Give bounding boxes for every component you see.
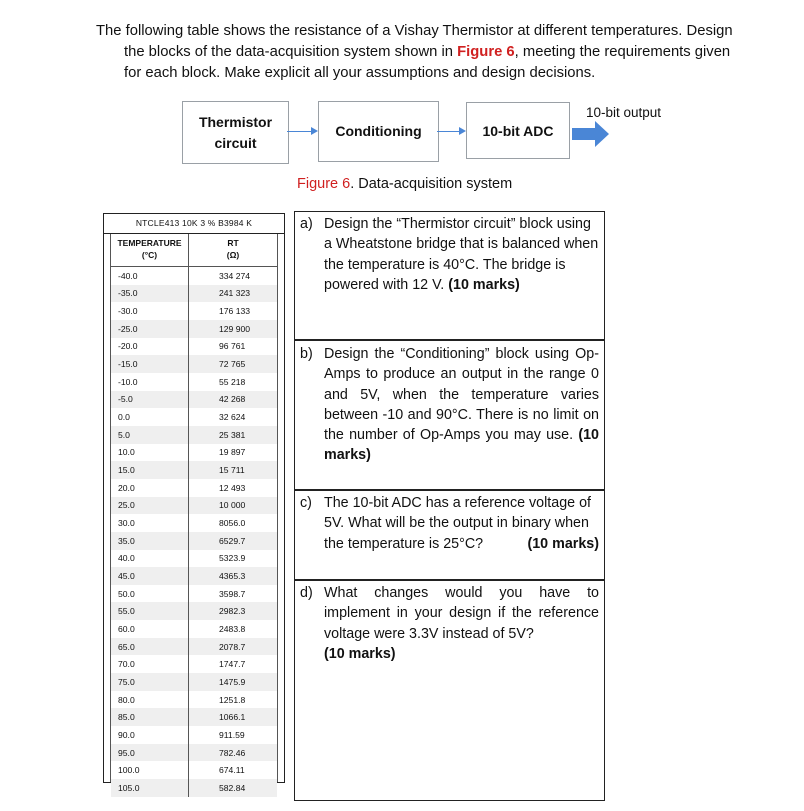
table-body	[110, 234, 278, 793]
question-c-marks: (10 marks)	[527, 535, 599, 552]
intro-text-start: The following table shows the resistance of a Vishay Thermistor at different temperatures. Design the blocks of the data-acquisition system shown in	[96, 23, 733, 60]
resistance-cell: 2078.7	[219, 641, 246, 652]
temperature-cell: -15.0	[111, 355, 189, 373]
resistance-cell: 3598.7	[219, 588, 246, 599]
resistance-cell: 1747.7	[219, 659, 246, 670]
table-row	[111, 744, 277, 762]
resistance-cell: 8056.0	[219, 518, 246, 529]
table-row	[111, 708, 277, 726]
arrow-2-head	[459, 127, 466, 135]
thermistor-circuit-block	[182, 101, 289, 164]
block3-label: 10-bit ADC	[482, 123, 554, 139]
resistance-cell: 782.46	[219, 747, 246, 758]
resistance-header-line1: RT	[227, 238, 239, 248]
resistance-cell: 334 274	[219, 270, 251, 281]
question-a-label: a)	[300, 216, 313, 232]
intro-text-end: , meeting the requirements given for each block. Make explicit all your assumptions and design decisions.	[124, 44, 731, 81]
temperature-cell: 75.0	[111, 673, 189, 691]
question-d	[294, 580, 605, 801]
table-row	[111, 532, 277, 550]
table-row	[111, 302, 277, 320]
resistance-cell: 32 624	[219, 412, 246, 423]
question-a-marks: (10 marks)	[448, 276, 520, 293]
temperature-cell: -40.0	[111, 267, 189, 285]
table-row	[111, 338, 277, 356]
temperature-cell: 30.0	[111, 514, 189, 532]
resistance-cell: 129 900	[219, 323, 251, 334]
question-b-marks: (10 marks)	[324, 427, 599, 464]
temperature-cell: -10.0	[111, 373, 189, 391]
question-c-text: The 10-bit ADC has a reference voltage of 5V. What will be the output in binary when the temperature is 25°C?	[324, 495, 592, 552]
resistance-cell: 4365.3	[219, 570, 246, 581]
resistance-cell: 42 268	[219, 394, 246, 405]
question-c-label: c)	[300, 495, 312, 511]
table-row	[111, 320, 277, 338]
temperature-cell: 10.0	[111, 444, 189, 462]
temperature-cell: 60.0	[111, 620, 189, 638]
intro-paragraph	[96, 21, 746, 84]
resistance-header-line2: (Ω)	[226, 250, 240, 260]
temperature-cell: 100.0	[111, 761, 189, 779]
resistance-cell: 2982.3	[219, 606, 246, 617]
temperature-cell: 70.0	[111, 655, 189, 673]
table-row	[111, 691, 277, 709]
block1-line1: Thermistor	[198, 113, 273, 130]
temperature-cell: -25.0	[111, 320, 189, 338]
resistance-cell: 55 218	[219, 376, 246, 387]
table-row	[111, 479, 277, 497]
question-d-text: What changes would you have to implement in your design if the reference voltage were 3.3V instead of 5V?	[324, 585, 599, 642]
table-row	[111, 638, 277, 656]
resistance-cell: 241 323	[219, 288, 251, 299]
intro-figure-ref: Figure 6	[457, 44, 515, 60]
question-d-marks: (10 marks)	[324, 645, 396, 662]
resistance-cell: 2483.8	[219, 623, 246, 634]
temperature-cell: 80.0	[111, 691, 189, 709]
temperature-cell: 95.0	[111, 744, 189, 762]
arrow-1-line	[287, 131, 311, 132]
resistance-header	[189, 234, 277, 266]
question-c	[294, 490, 605, 580]
resistance-cell: 25 381	[219, 429, 246, 440]
figure-caption	[297, 176, 512, 192]
temperature-cell: 55.0	[111, 602, 189, 620]
table-row	[111, 673, 277, 691]
table-row	[111, 567, 277, 585]
arrow-1-head	[311, 127, 318, 135]
caption-figure-ref: Figure 6	[297, 176, 351, 192]
resistance-cell: 96 761	[219, 341, 246, 352]
temperature-cell: -35.0	[111, 285, 189, 303]
table-row	[111, 461, 277, 479]
resistance-cell: 19 897	[219, 447, 246, 458]
question-d-label: d)	[300, 585, 313, 601]
temperature-header-line2: (°C)	[141, 250, 158, 260]
thermistor-table	[103, 213, 285, 793]
temperature-header-line1: TEMPERATURE	[117, 238, 182, 248]
resistance-cell: 15 711	[219, 465, 245, 476]
temperature-header	[111, 234, 189, 266]
table-row	[111, 761, 277, 779]
arrow-2-line	[437, 131, 459, 132]
table-row	[111, 655, 277, 673]
resistance-cell: 1251.8	[219, 694, 246, 705]
temperature-cell: 40.0	[111, 550, 189, 568]
temperature-cell: 50.0	[111, 585, 189, 603]
table-row	[111, 444, 277, 462]
temperature-cell: 45.0	[111, 567, 189, 585]
temperature-cell: 65.0	[111, 638, 189, 656]
question-a	[294, 211, 605, 340]
question-b-text: Design the “Conditioning” block using Op-Amps to produce an output in the range 0 and 5V, when the temperature varies between -10 and 90°C. There is no limit on the number of Op-Amps you may use.	[324, 346, 599, 444]
table-row	[111, 602, 277, 620]
temperature-cell: 35.0	[111, 532, 189, 550]
table-row	[111, 779, 277, 797]
table-row	[111, 726, 277, 744]
question-a-text: Design the “Thermistor circuit” block using a Wheatstone bridge that is balanced when the temperature is 40°C. The bridge is powered with 12 V.	[324, 216, 599, 293]
table-title: NTCLE413 10K 3 % B3984 K	[104, 214, 284, 234]
resistance-cell: 5323.9	[219, 553, 246, 564]
resistance-cell: 911.59	[219, 729, 245, 740]
output-label: 10-bit output	[586, 105, 662, 120]
temperature-cell: -30.0	[111, 302, 189, 320]
block1-line2: circuit	[214, 134, 257, 151]
temperature-cell: 85.0	[111, 708, 189, 726]
question-b	[294, 340, 605, 490]
caption-text: . Data-acquisition system	[350, 176, 513, 192]
temperature-cell: -20.0	[111, 338, 189, 356]
table-row	[111, 267, 277, 285]
temperature-cell: 25.0	[111, 497, 189, 515]
resistance-cell: 1475.9	[219, 676, 246, 687]
temperature-cell: 15.0	[111, 461, 189, 479]
table-row	[111, 514, 277, 532]
resistance-cell: 582.84	[219, 782, 246, 793]
block2-label: Conditioning	[335, 123, 422, 139]
table-row	[111, 408, 277, 426]
table-row	[111, 426, 277, 444]
temperature-cell: 0.0	[111, 408, 189, 426]
output-arrow-icon	[572, 121, 610, 147]
table-row	[111, 550, 277, 568]
table-rows	[111, 267, 277, 797]
conditioning-block	[318, 101, 439, 162]
adc-block	[466, 102, 570, 159]
table-row	[111, 373, 277, 391]
resistance-cell: 674.11	[219, 765, 245, 776]
table-header	[111, 234, 277, 267]
temperature-cell: 105.0	[111, 779, 189, 797]
temperature-cell: 20.0	[111, 479, 189, 497]
temperature-cell: 5.0	[111, 426, 189, 444]
table-row	[111, 391, 277, 409]
table-row	[111, 497, 277, 515]
table-row	[111, 285, 277, 303]
resistance-cell: 12 493	[219, 482, 246, 493]
resistance-cell: 6529.7	[219, 535, 246, 546]
resistance-cell: 1066.1	[219, 712, 246, 723]
table-row	[111, 620, 277, 638]
table-row	[111, 585, 277, 603]
question-b-label: b)	[300, 346, 313, 362]
resistance-cell: 176 133	[219, 306, 251, 317]
resistance-cell: 10 000	[219, 500, 246, 511]
resistance-cell: 72 765	[219, 359, 246, 370]
temperature-cell: 90.0	[111, 726, 189, 744]
temperature-cell: -5.0	[111, 391, 189, 409]
table-row	[111, 355, 277, 373]
